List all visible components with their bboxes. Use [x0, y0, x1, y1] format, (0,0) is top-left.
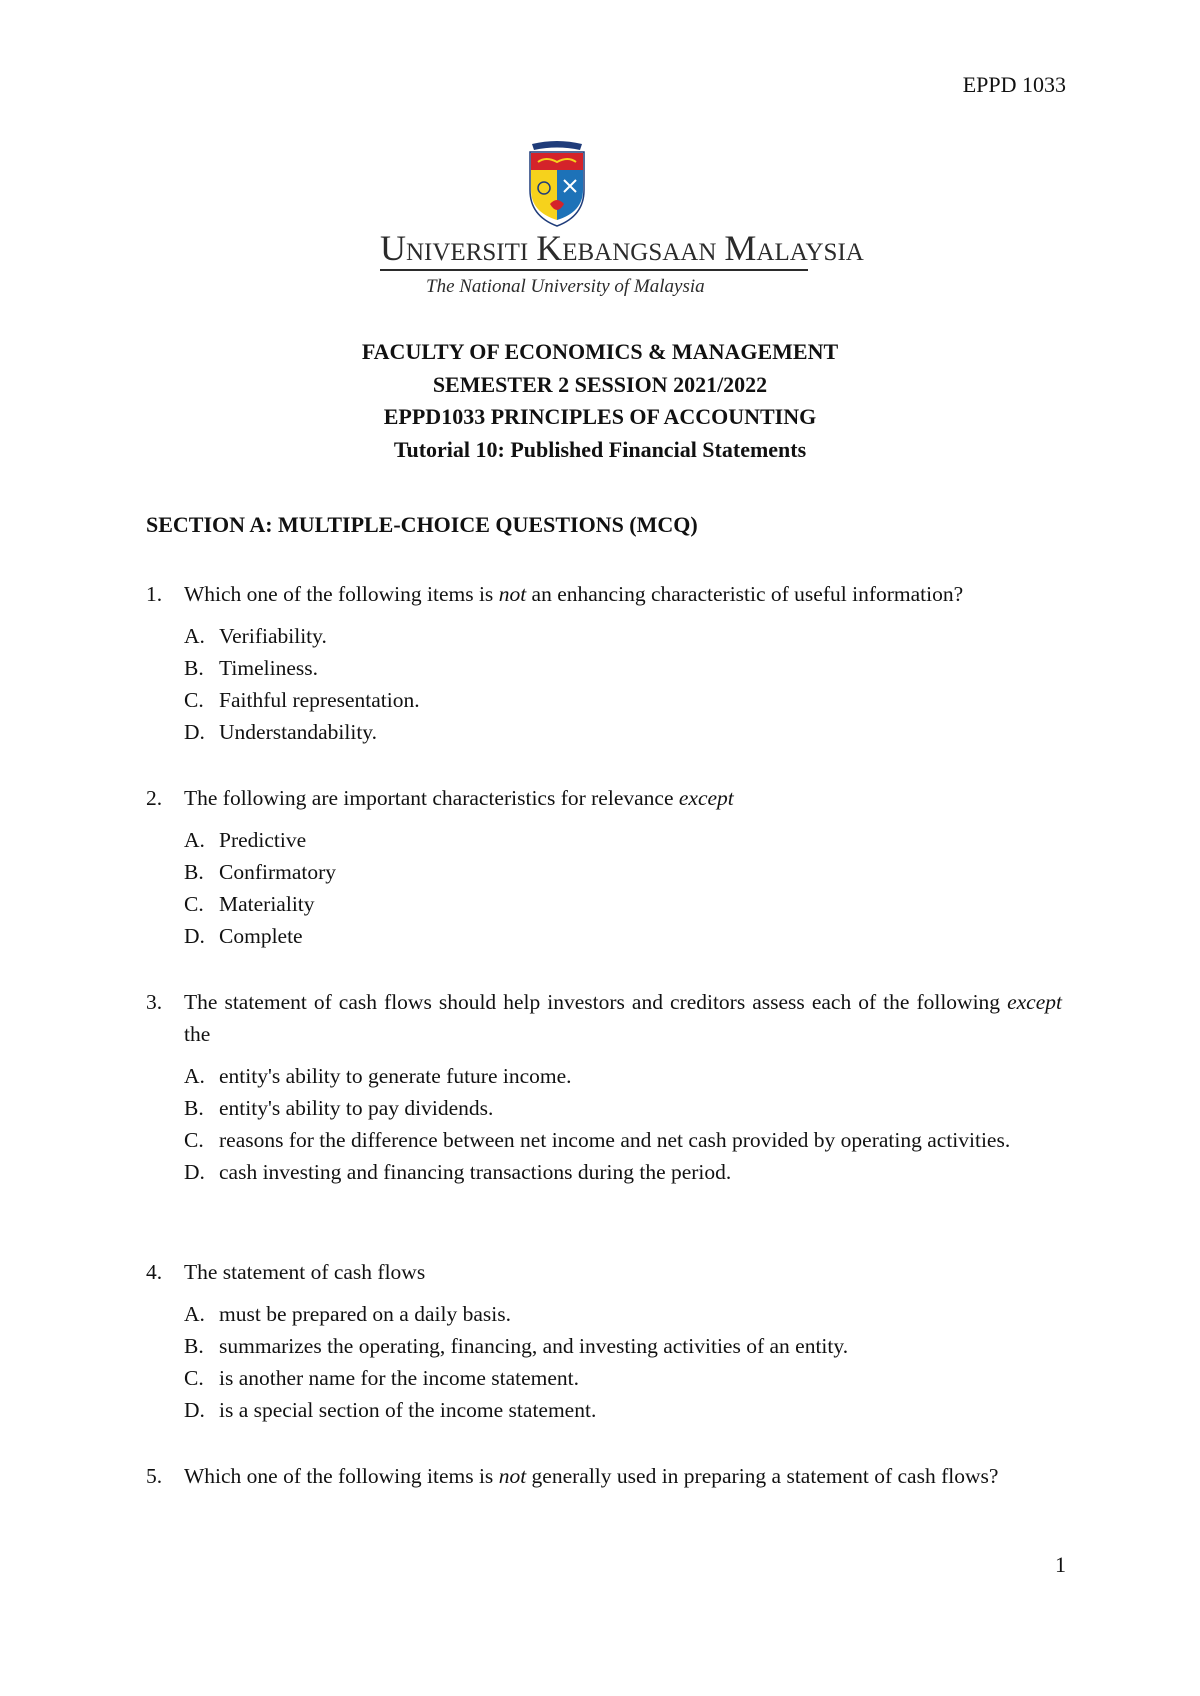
question-number: 2. [146, 786, 163, 810]
options-list [146, 824, 1062, 952]
option-a: A. must be prepared on a daily basis. [184, 1302, 511, 1326]
option-d: D. is a special section of the income statement. [184, 1398, 597, 1422]
question-4 [146, 1256, 1062, 1426]
semester-title: SEMESTER 2 SESSION 2021/2022 [432, 371, 768, 397]
question-number: 4. [146, 1260, 163, 1284]
logo-name-rest-2: EBANGSAAN [562, 239, 717, 266]
option-a: A. Predictive [184, 828, 307, 852]
option-d: D. Understandability. [184, 720, 378, 744]
question-5 [146, 1460, 1062, 1492]
svg-text:UNIVERSITIKEBANGSAANMALAYSIA [380, 228, 864, 268]
option-b: B. Confirmatory [184, 860, 337, 884]
option-d: D. Complete [184, 924, 303, 948]
logo-subtitle: The National University of Malaysia [426, 276, 705, 297]
faculty-title: FACULTY OF ECONOMICS & MANAGEMENT [361, 339, 839, 364]
university-logo [380, 140, 864, 300]
question-text: 1. Which one of the following items is not an enhancing characteristic of useful information? [146, 578, 1062, 610]
page-number: 1 [1055, 1552, 1066, 1577]
university-crest-icon [380, 140, 864, 300]
question-number: 1. [146, 582, 163, 606]
options-list [146, 1060, 1062, 1188]
document-titles [0, 336, 1200, 466]
logo-name-rest-3: ALAYSIA [756, 239, 864, 266]
option-c: C. is another name for the income statement. [184, 1366, 579, 1390]
tutorial-title: Tutorial 10: Published Financial Statements [393, 436, 807, 462]
option-a: A. entity's ability to generate future income. [184, 1064, 572, 1088]
option-a: A. Verifiability. [184, 624, 327, 648]
options-list [146, 1298, 1062, 1426]
course-code-header: EPPD 1033 [962, 72, 1066, 97]
question-2 [146, 782, 1062, 952]
question-3 [146, 986, 1062, 1188]
question-number: 5. [146, 1464, 163, 1488]
logo-name-rest-1: NIVERSITI [406, 239, 529, 266]
logo-name-cap-1: U [380, 228, 406, 268]
logo-divider [380, 269, 808, 271]
option-b: B. summarizes the operating, financing, and investing activities of an entity. [184, 1334, 849, 1358]
option-b: B. entity's ability to pay dividends. [184, 1096, 494, 1120]
question-1 [146, 578, 1062, 748]
option-c: C. reasons for the difference between net income and net cash provided by operating activities. [184, 1128, 1011, 1152]
question-text: 2. The following are important characteristics for relevance except [146, 782, 1062, 814]
section-a-title: SECTION A: MULTIPLE-CHOICE QUESTIONS (MCQ) [146, 512, 698, 537]
question-text: 5. Which one of the following items is not generally used in preparing a statement of cash flows? [146, 1460, 1062, 1492]
logo-name-cap-2: K [536, 228, 563, 268]
question-text: 3. The statement of cash flows should help investors and creditors assess each of the following except the [146, 986, 1062, 1050]
course-title: EPPD1033 PRINCIPLES OF ACCOUNTING [383, 404, 817, 429]
option-b: B. Timeliness. [184, 656, 318, 680]
question-number: 3. [146, 990, 163, 1014]
option-c: C. Faithful representation. [184, 688, 420, 712]
question-text: 4. The statement of cash flows [146, 1256, 1062, 1288]
options-list [146, 620, 1062, 748]
option-d: D. cash investing and financing transactions during the period. [184, 1160, 732, 1184]
logo-name-cap-3: M [724, 228, 757, 268]
option-c: C. Materiality [184, 892, 315, 916]
